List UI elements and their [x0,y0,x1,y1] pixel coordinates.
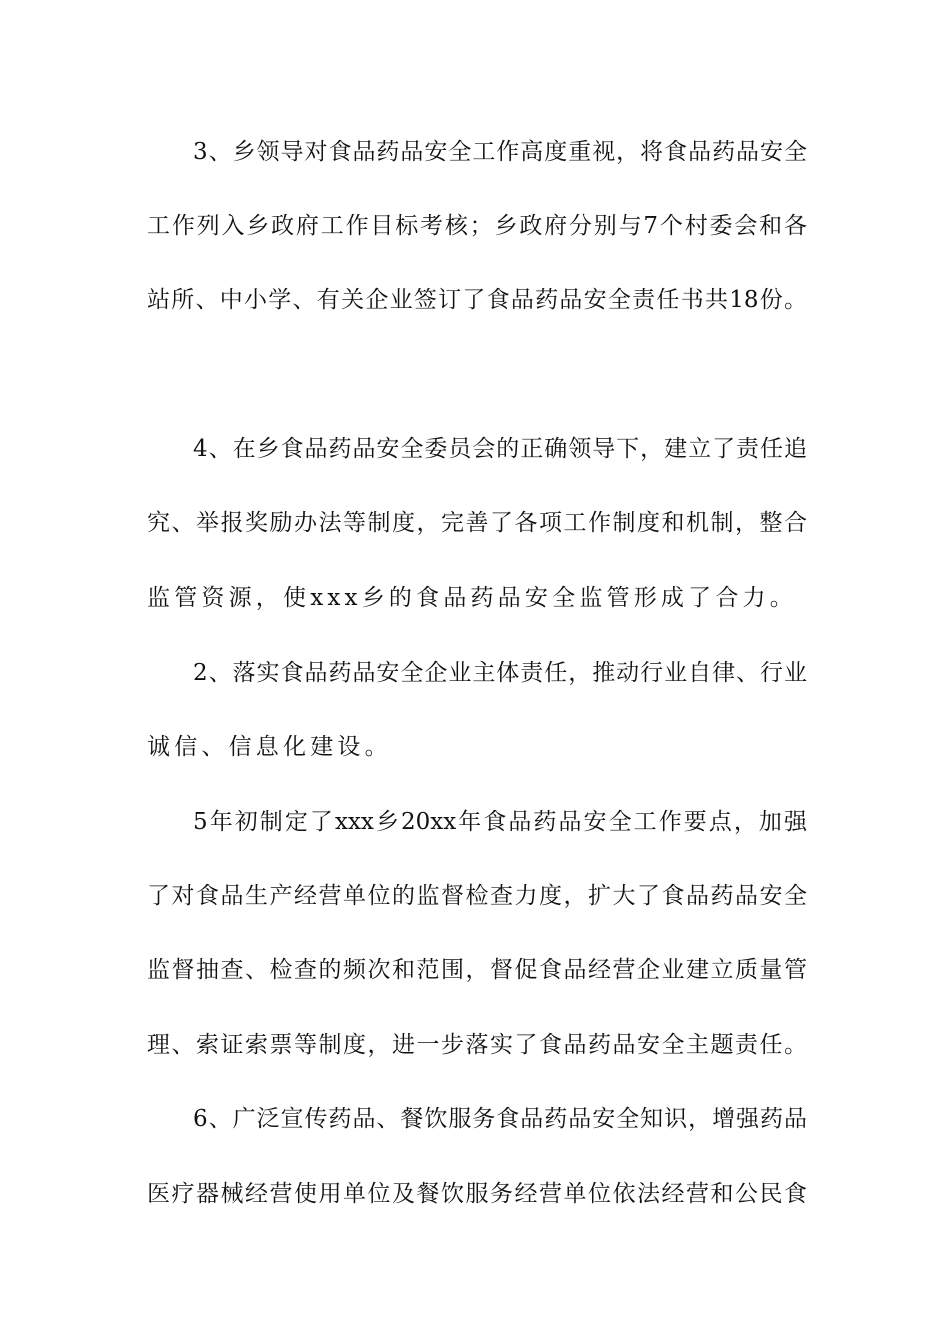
paragraph-2-line-3: 监管资源，使xxx乡的食品药品安全监管形成了合力。 [147,585,797,611]
paragraph-2-line-2: 究、举报奖励办法等制度，完善了各项工作制度和机制，整合 [147,510,807,536]
paragraph-4-line-4: 理、索证索票等制度，进一步落实了食品药品安全主题责任。 [147,1032,807,1058]
paragraph-3-line-2: 诚信、信息化建设。 [147,734,392,760]
paragraph-1-line-1: 3、乡领导对食品药品安全工作高度重视，将食品药品安全 [193,139,807,165]
paragraph-4-line-1: 5年初制定了xxx乡20xx年食品药品安全工作要点，加强 [193,809,807,835]
paragraph-1-line-3: 站所、中小学、有关企业签订了食品药品安全责任书共18份。 [147,287,807,313]
paragraph-5-line-2: 医疗器械经营使用单位及餐饮服务经营单位依法经营和公民食 [147,1181,807,1207]
paragraph-5-line-1: 6、广泛宣传药品、餐饮服务食品药品安全知识，增强药品 [193,1106,807,1132]
paragraph-4-line-2: 了对食品生产经营单位的监督检查力度，扩大了食品药品安全 [147,883,807,909]
paragraph-4-line-3: 监督抽查、检查的频次和范围，督促食品经营企业建立质量管 [147,957,807,983]
paragraph-1-line-2: 工作列入乡政府工作目标考核；乡政府分别与7个村委会和各 [147,213,807,239]
paragraph-2-line-1: 4、在乡食品药品安全委员会的正确领导下，建立了责任追 [193,436,807,462]
paragraph-3-line-1: 2、落实食品药品安全企业主体责任，推动行业自律、行业 [193,660,807,686]
